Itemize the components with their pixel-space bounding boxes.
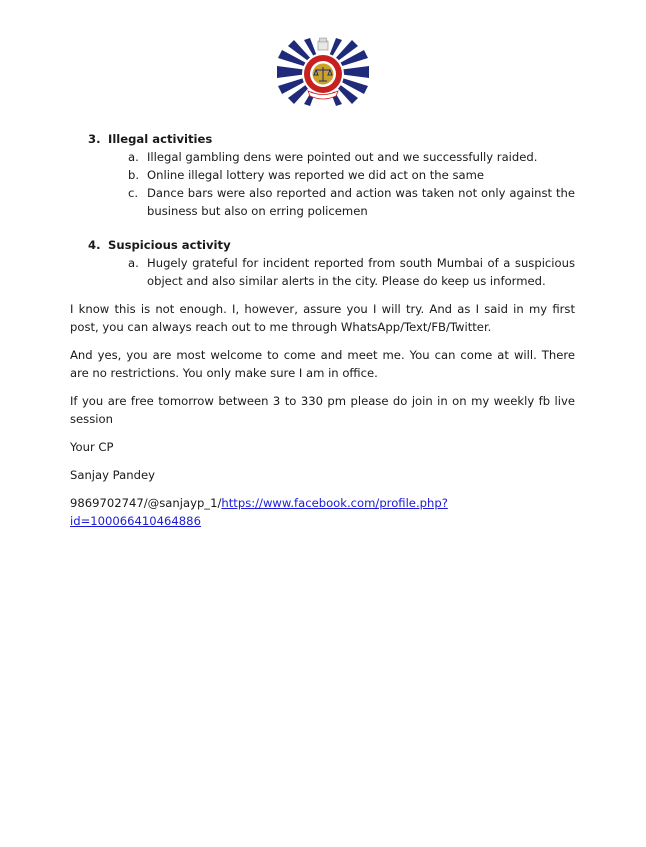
paragraph: If you are free tomorrow between 3 to 330 pm please do join in on my weekly fb live session: [70, 394, 575, 426]
section-number: 4.: [88, 238, 101, 252]
list-item-text: Hugely grateful for incident reported from south Mumbai of a suspicious object and also similar alerts in the city. Please do keep us informed.: [147, 256, 575, 288]
emblem-icon: [274, 36, 372, 108]
contact-line: [70, 494, 575, 530]
list-item-text: Illegal gambling dens were pointed out and we successfully raided.: [147, 150, 538, 164]
section-illegal-activities: [70, 130, 575, 220]
list-item-letter: b.: [128, 168, 140, 182]
list-item-letter: a.: [128, 150, 139, 164]
section-title: Illegal activities: [108, 132, 213, 146]
facebook-profile-link[interactable]: https://www.facebook.com/profile.php?id=100066410464886: [70, 496, 448, 528]
paragraph: And yes, you are most welcome to come and meet me. You can come at will. There are no restrictions. You only make sure I am in office.: [70, 348, 575, 380]
list-item-text: Dance bars were also reported and action was taken not only against the business but also on erring policemen: [147, 186, 575, 218]
letter-body: [70, 130, 575, 540]
section-number: 3.: [88, 132, 101, 146]
section-suspicious-activity: [70, 236, 575, 290]
signoff: Your CP: [70, 440, 114, 454]
list-item: [128, 254, 575, 290]
list-item: [128, 166, 575, 184]
section-title: Suspicious activity: [108, 238, 231, 252]
list-item: [128, 184, 575, 220]
signature-name: Sanjay Pandey: [70, 468, 155, 482]
police-emblem-logo: [274, 36, 372, 108]
list-item-letter: c.: [128, 186, 139, 200]
section-heading: [70, 130, 575, 148]
list-item-letter: a.: [128, 256, 139, 270]
list-item: [128, 148, 575, 166]
list-item-text: Online illegal lottery was reported we did act on the same: [147, 168, 485, 182]
contact-prefix: 9869702747/@sanjayp_1/: [70, 496, 222, 510]
section-heading: [70, 236, 575, 254]
paragraph: I know this is not enough. I, however, assure you I will try. And as I said in my first post, you can always reach out to me through WhatsApp/Text/FB/Twitter.: [70, 302, 575, 334]
